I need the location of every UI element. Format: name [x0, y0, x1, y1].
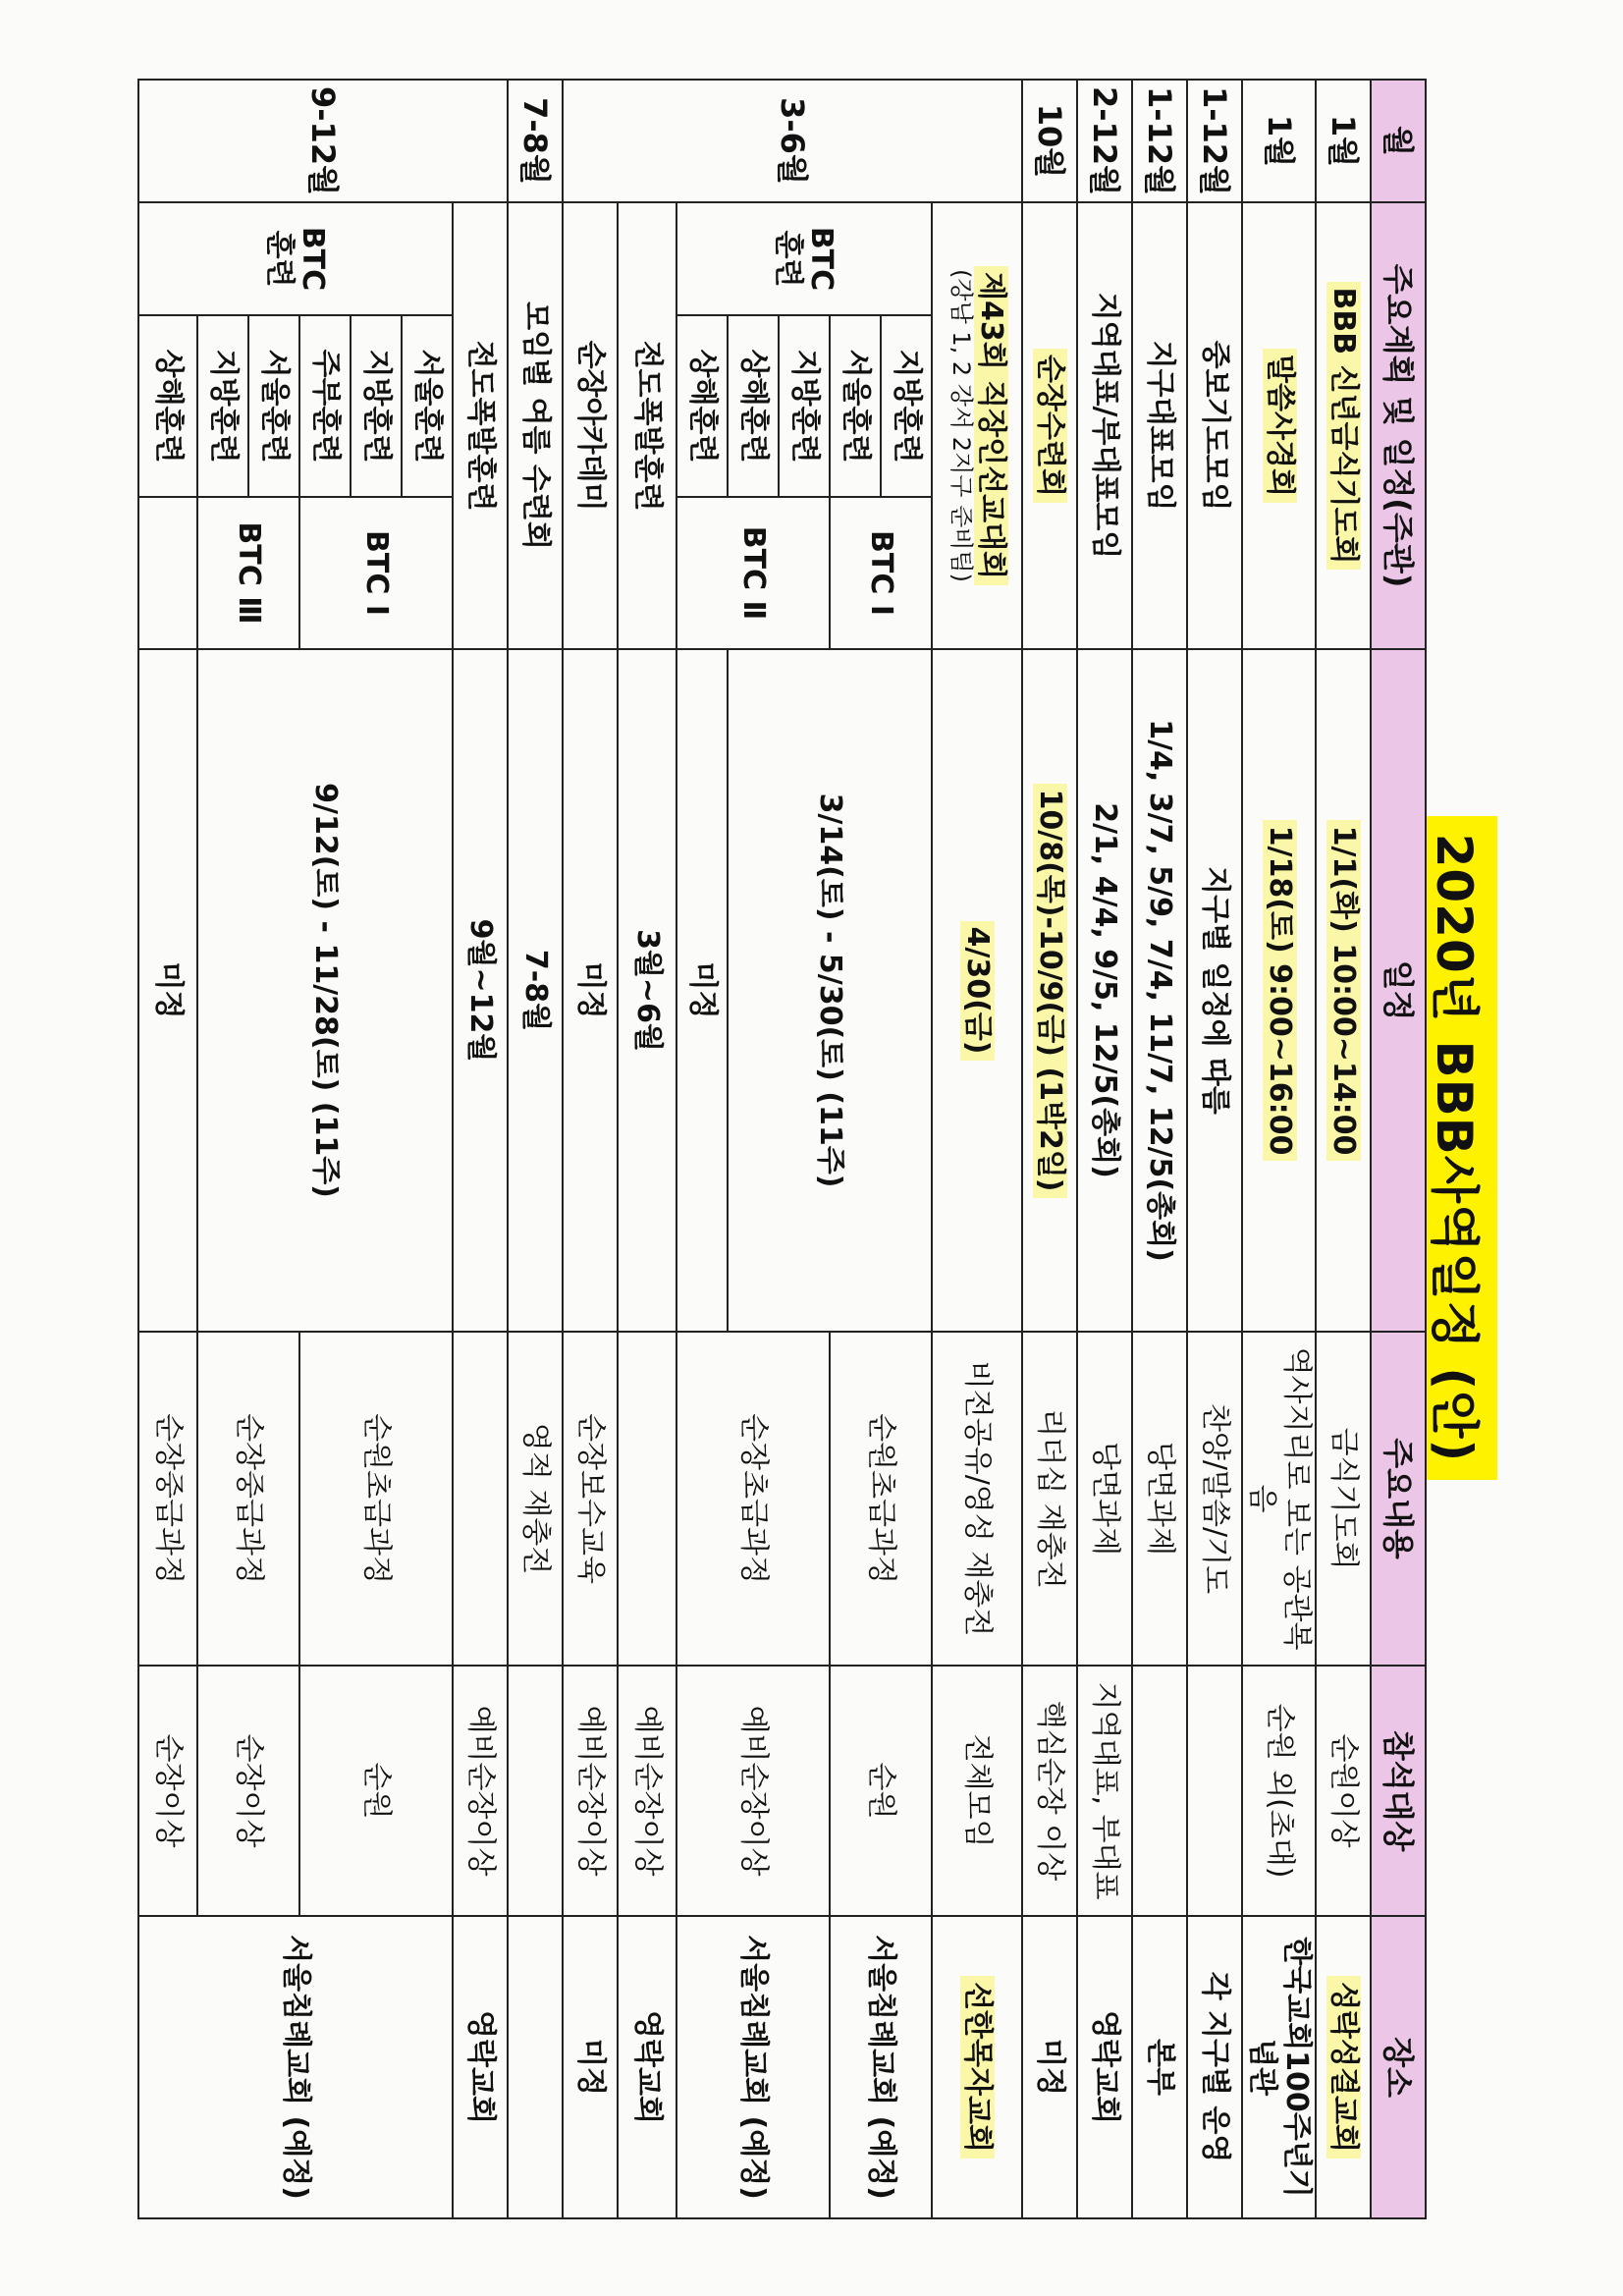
- training-item: 서울훈련: [830, 315, 881, 497]
- place-text: 선한목자교회: [960, 1976, 995, 2159]
- plan-text: 말씀사경회: [1263, 349, 1297, 503]
- month-cell-fall: 9-12월: [138, 80, 508, 202]
- month-cell: 1-12월: [1187, 80, 1242, 202]
- target-cell: 순장이상: [138, 1666, 197, 1916]
- schedule-cell: 2/1, 4/4, 9/5, 12/5(총회): [1077, 649, 1132, 1332]
- plan-text: BBB 신년금식기도회: [1326, 282, 1361, 571]
- target-cell: 순원: [299, 1666, 453, 1916]
- table-row: [1187, 80, 1242, 2218]
- place-cell: [508, 1916, 563, 2218]
- place-cell: [1316, 1916, 1371, 2218]
- header-schedule: 일정: [1371, 649, 1426, 1332]
- plan-cell: [1316, 202, 1371, 649]
- plan-cell: 전도폭발훈련: [618, 202, 676, 649]
- plan-cell: [1242, 202, 1316, 649]
- schedule-cell: 9월~12월: [453, 649, 508, 1332]
- target-cell: 예비순장이상: [563, 1666, 618, 1916]
- content-cell: 비전공유/영성 재충전: [932, 1332, 1022, 1666]
- table-row: [563, 80, 618, 2218]
- plan-cell: 지역대표/부대표모임: [1077, 202, 1132, 649]
- place-cell: 본부: [1132, 1916, 1187, 2218]
- content-cell: 찬양/말씀/기도: [1187, 1332, 1242, 1666]
- schedule-text: 4/30(금): [960, 921, 995, 1061]
- training-item: 서울훈련: [402, 315, 453, 497]
- month-cell: 7-8월: [508, 80, 563, 202]
- table-row: [1022, 80, 1077, 2218]
- table-row: [1242, 80, 1316, 2218]
- training-item: 상해훈련: [676, 315, 728, 497]
- content-cell: 순원초급과정: [830, 1332, 932, 1666]
- plan-cell: 중보기도모임: [1187, 202, 1242, 649]
- schedule-cell: [1242, 649, 1316, 1332]
- place-cell: [932, 1916, 1022, 2218]
- schedule-cell: 미정: [138, 649, 197, 1332]
- plan-cell: [932, 202, 1022, 649]
- schedule-cell: 미정: [676, 649, 728, 1332]
- place-cell: 한국교회100주년기념관: [1242, 1916, 1316, 2218]
- target-cell: 순원 외(초대): [1242, 1666, 1316, 1916]
- content-cell: 순원초급과정: [299, 1332, 453, 1666]
- schedule-cell: 7-8월: [508, 649, 563, 1332]
- schedule-cell: [932, 649, 1022, 1332]
- schedule-text: 1/18(토) 9:00~16:00: [1263, 820, 1297, 1162]
- btc-level: BTC Ⅱ: [676, 497, 830, 649]
- target-cell: 예비순장이상: [618, 1666, 676, 1916]
- content-cell: 순장초급과정: [676, 1332, 830, 1666]
- target-cell: [508, 1666, 563, 1916]
- training-item: 상해훈련: [138, 315, 197, 497]
- table-row: [1077, 80, 1132, 2218]
- header-plan: 주요계획 및 일정(주관): [1371, 202, 1426, 649]
- place-cell: 영락교회: [1077, 1916, 1132, 2218]
- plan-text: 제43회 직장인선교대회: [974, 266, 1008, 585]
- content-cell: 순장보수교육: [563, 1332, 618, 1666]
- training-item: 지방훈련: [351, 315, 402, 497]
- btc-label-fall: BTC 훈련: [138, 202, 453, 315]
- place-cell: 미정: [1022, 1916, 1077, 2218]
- header-place: 장소: [1371, 1916, 1426, 2218]
- btc-label-spring: BTC 훈련: [676, 202, 932, 315]
- schedule-cell: 1/4, 3/7, 5/9, 7/4, 11/7, 12/5(총회): [1132, 649, 1187, 1332]
- month-cell: 1월: [1242, 80, 1316, 202]
- schedule-text: 1/1(화) 10:00~14:00: [1326, 820, 1361, 1162]
- table-row: [1316, 80, 1371, 2218]
- target-cell: 전체모임: [932, 1666, 1022, 1916]
- place-cell: 미정: [563, 1916, 618, 2218]
- table-row: [402, 80, 453, 2218]
- place-cell: 영락교회: [618, 1916, 676, 2218]
- content-cell: 순장중급과정: [138, 1332, 197, 1666]
- table-row: [508, 80, 563, 2218]
- content-cell: 리더십 재충전: [1022, 1332, 1077, 1666]
- target-cell: [1132, 1666, 1187, 1916]
- plan-cell: 순장아카데미: [563, 202, 618, 649]
- training-item: 지방훈련: [779, 315, 830, 497]
- schedule-cell: 미정: [563, 649, 618, 1332]
- plan-cell: 모임별 여름 수련회: [508, 202, 563, 649]
- schedule-cell: 9/12(토) - 11/28(토) (11주): [197, 649, 453, 1332]
- content-cell: 순장중급과정: [197, 1332, 299, 1666]
- table-row: [138, 80, 197, 2218]
- month-cell: 1-12월: [1132, 80, 1187, 202]
- schedule-cell: 3/14(토) - 5/30(토) (11주): [728, 649, 932, 1332]
- page-title: 2020년 BBB사역일정 (안): [1419, 816, 1497, 1481]
- target-cell: [1187, 1666, 1242, 1916]
- schedule-text: 10/8(목)-10/9(금) (1박2일): [1033, 784, 1067, 1198]
- plan-subtext: (강남 1, 2 강서 2지구 준비팀): [947, 269, 975, 582]
- plan-text: 순장수련회: [1033, 349, 1067, 503]
- content-cell: 당면과제: [1077, 1332, 1132, 1666]
- place-text: 성락성결교회: [1326, 1976, 1361, 2159]
- btc-level: BTC Ⅲ: [197, 497, 299, 649]
- training-item: 상해훈련: [728, 315, 779, 497]
- table-row: [1132, 80, 1187, 2218]
- target-cell: 순장이상: [197, 1666, 299, 1916]
- table-row: [453, 80, 508, 2218]
- content-cell: [618, 1332, 676, 1666]
- header-month: 월: [1371, 80, 1426, 202]
- content-cell: 금식기도회: [1316, 1332, 1371, 1666]
- header-target: 참석대상: [1371, 1666, 1426, 1916]
- table-row: [618, 80, 676, 2218]
- empty-cell: [138, 497, 197, 649]
- target-cell: 예비순장이상: [676, 1666, 830, 1916]
- content-cell: 당면과제: [1132, 1332, 1187, 1666]
- target-cell: 순원이상: [1316, 1666, 1371, 1916]
- month-cell: 1월: [1316, 80, 1371, 202]
- plan-cell: [1022, 202, 1077, 649]
- target-cell: 예비순장이상: [453, 1666, 508, 1916]
- header-content: 주요내용: [1371, 1332, 1426, 1666]
- place-cell: 각 지구별 운영: [1187, 1916, 1242, 2218]
- training-item: 주부훈련: [299, 315, 351, 497]
- content-cell: 영적 재충전: [508, 1332, 563, 1666]
- schedule-cell: [1022, 649, 1077, 1332]
- plan-cell: 전도폭발훈련: [453, 202, 508, 649]
- target-cell: 핵심순장 이상: [1022, 1666, 1077, 1916]
- target-cell: 순원: [830, 1666, 932, 1916]
- training-item: 서울훈련: [248, 315, 299, 497]
- content-cell: [453, 1332, 508, 1666]
- target-cell: 지역대표, 부대표: [1077, 1666, 1132, 1916]
- month-cell: 10월: [1022, 80, 1077, 202]
- schedule-cell: 3월~6월: [618, 649, 676, 1332]
- month-cell: 2-12월: [1077, 80, 1132, 202]
- training-item: 지방훈련: [881, 315, 932, 497]
- schedule-cell: [1316, 649, 1371, 1332]
- plan-cell: 지구대표모임: [1132, 202, 1187, 649]
- schedule-table: [137, 79, 1427, 2219]
- table-row: [881, 80, 932, 2218]
- place-cell: 영락교회: [453, 1916, 508, 2218]
- btc-level: BTC Ⅰ: [830, 497, 932, 649]
- place-cell: 서울침례교회 (예정): [138, 1916, 453, 2218]
- place-cell: 서울침례교회 (예정): [830, 1916, 932, 2218]
- training-item: 지방훈련: [197, 315, 248, 497]
- content-cell: 역사지리로 보는 공관복음: [1242, 1332, 1316, 1666]
- place-cell: 서울침례교회 (예정): [676, 1916, 830, 2218]
- month-cell-spring: 3-6월: [563, 80, 1022, 202]
- schedule-cell: 지구별 일정에 따름: [1187, 649, 1242, 1332]
- table-row: [932, 80, 1022, 2218]
- btc-level: BTC Ⅰ: [299, 497, 453, 649]
- header-row: [1371, 80, 1426, 2218]
